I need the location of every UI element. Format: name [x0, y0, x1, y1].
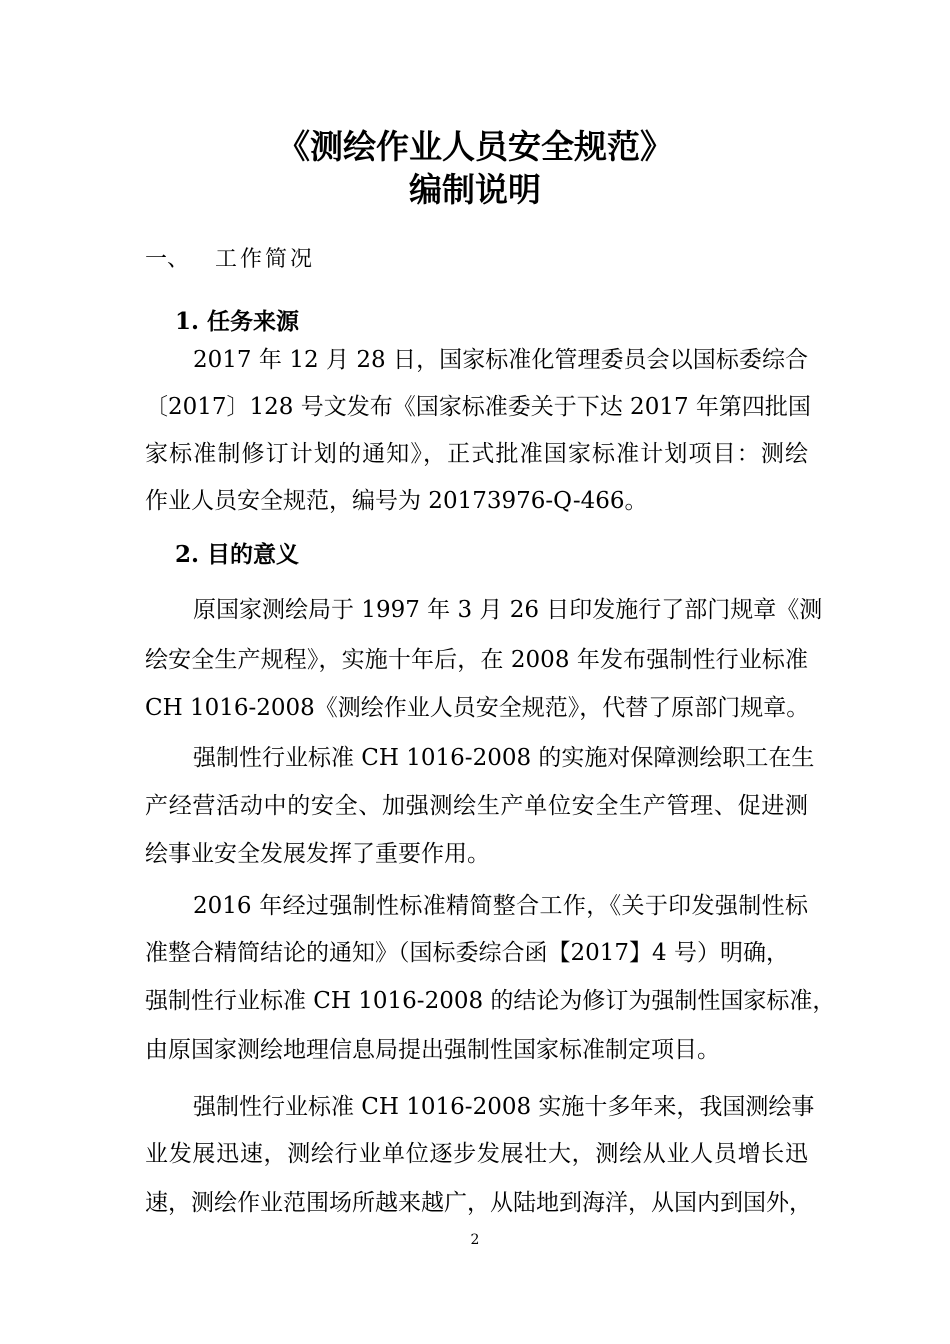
paragraph-line: 家标准制修订计划的通知》，正式批准国家标准计划项目：测绘 — [145, 441, 808, 467]
paragraph-line: 强制性行业标准 CH 1016-2008 实施十多年来，我国测绘事 — [193, 1094, 815, 1120]
paragraph-line: 速，测绘作业范围场所越来越广，从陆地到海洋，从国内到国外， — [145, 1190, 812, 1216]
paragraph-line: 原国家测绘局于 1997 年 3 月 26 日印发施行了部门规章《测 — [193, 597, 823, 623]
paragraph-line: 强制性行业标准 CH 1016-2008 的结论为修订为强制性国家标准， — [145, 988, 836, 1014]
paragraph-line: 准整合精简结论的通知》（国标委综合函【2017】4 号）明确， — [145, 940, 789, 966]
paragraph-line: 2017 年 12 月 28 日，国家标准化管理委员会以国标委综合 — [193, 347, 808, 373]
paragraph-line: 业发展迅速，测绘行业单位逐步发展壮大，测绘从业人员增长迅 — [145, 1141, 808, 1167]
paragraph-line: 绘事业安全发展发挥了重要作用。 — [145, 841, 490, 867]
section-number: 一、 — [145, 247, 190, 272]
paragraph-line: CH 1016-2008《测绘作业人员安全规范》，代替了原部门规章。 — [145, 695, 810, 721]
paragraph-line: 产经营活动中的安全、加强测绘生产单位安全生产管理、促进测 — [145, 793, 808, 819]
paragraph-line: 绘安全生产规程》，实施十年后，在 2008 年发布强制性行业标准 — [145, 647, 808, 673]
paragraph-line: 作业人员安全规范，编号为 20173976-Q-466。 — [145, 488, 648, 514]
section-heading: 工作简况 — [215, 247, 316, 272]
title-line-1: 《测绘作业人员安全规范》 — [277, 127, 673, 166]
title-line-2: 编制说明 — [409, 170, 541, 209]
paragraph-line: 由原国家测绘地理信息局提出强制性国家标准制定项目。 — [145, 1037, 720, 1063]
paragraph-line: 〔2017〕128 号文发布《国家标准委关于下达 2017 年第四批国 — [145, 394, 811, 420]
paragraph-line: 2016 年经过强制性标准精简整合工作，《关于印发强制性标 — [193, 893, 808, 919]
page-number: 2 — [470, 1232, 480, 1248]
subsection-heading-2: 2. 目的意义 — [175, 541, 300, 568]
paragraph-line: 强制性行业标准 CH 1016-2008 的实施对保障测绘职工在生 — [193, 745, 815, 771]
subsection-heading-1: 1. 任务来源 — [175, 308, 300, 335]
